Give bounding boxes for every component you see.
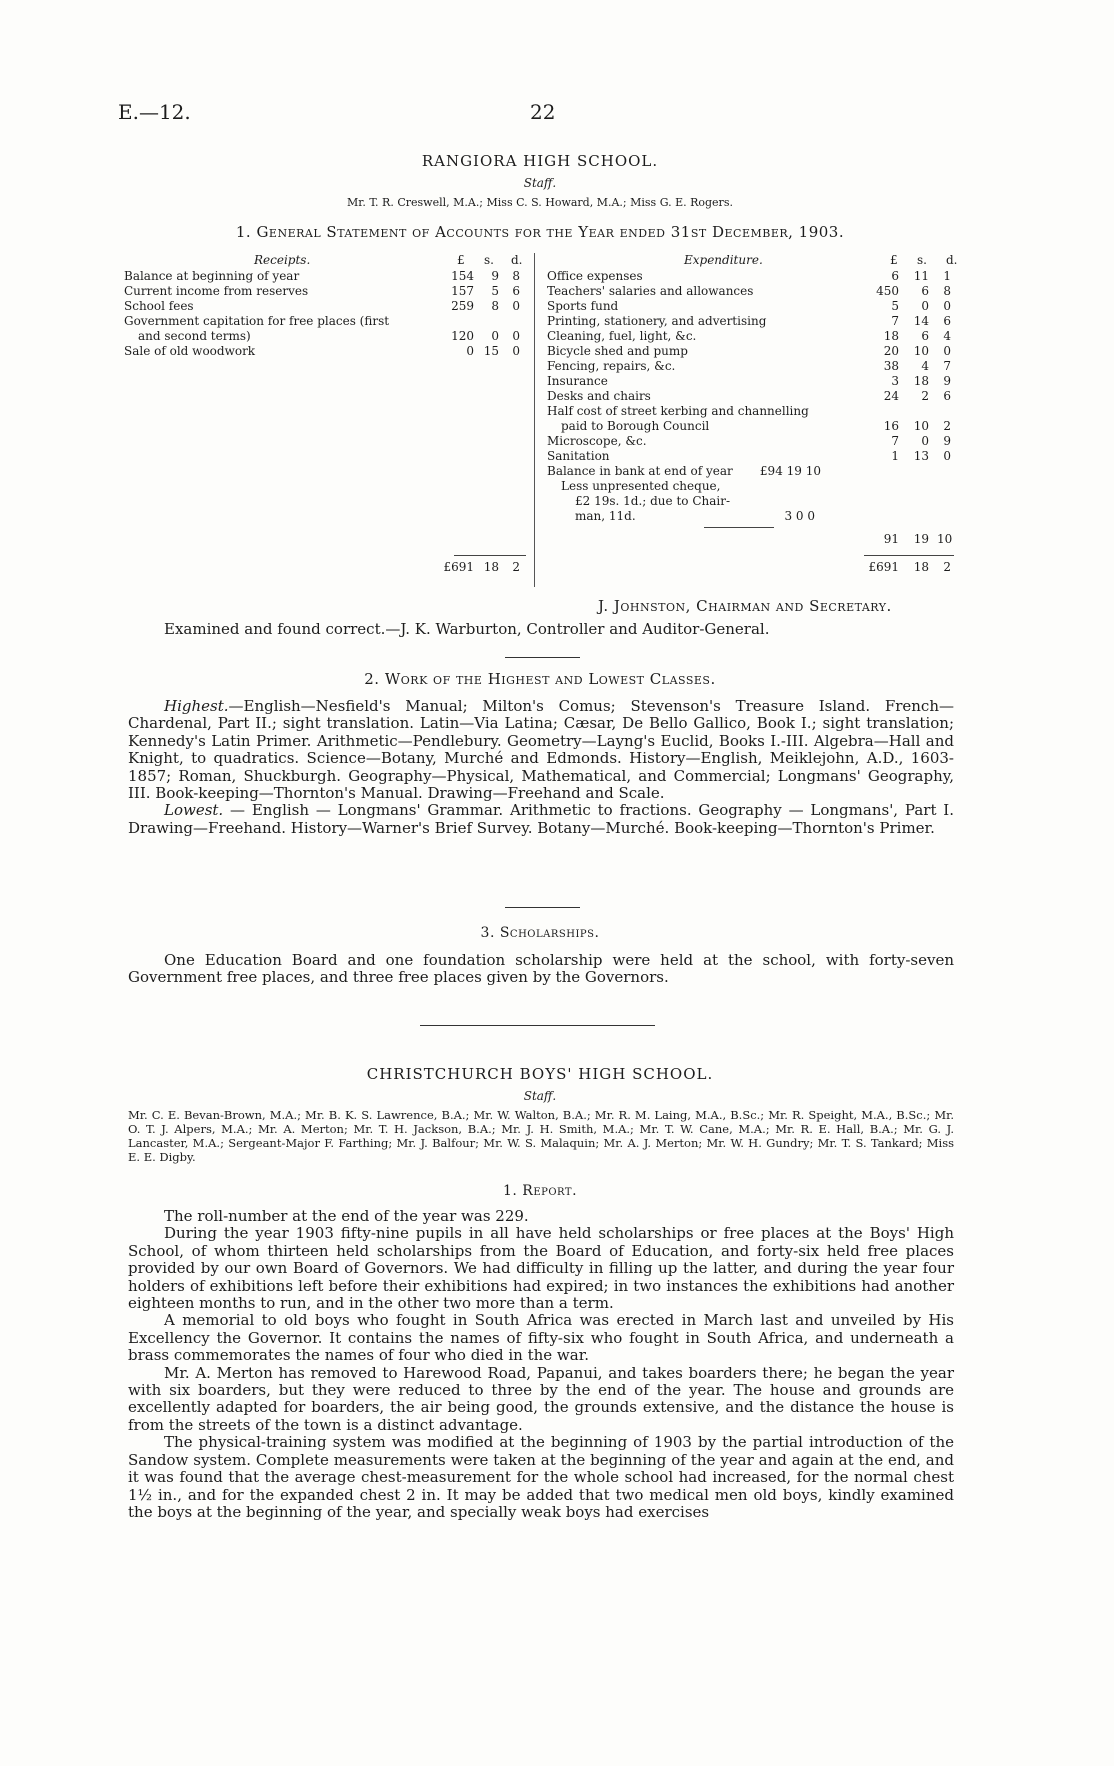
expenditure-label: Desks and chairs — [547, 389, 651, 403]
expenditure-pounds: 7 — [891, 314, 899, 328]
lowest-text: — English — Longmans' Grammar. Arithmetic to fractions. Geography — Longmans', Part I. Drawing—Freehand. History—Warner's Brief Survey. Botany—Murché. Book-keeping—Thornton's Primer. — [128, 801, 954, 837]
expenditure-total-pounds: £691 — [868, 560, 899, 574]
expenditure-pounds: 1 — [891, 449, 899, 463]
net-pence: 10 — [937, 532, 953, 546]
receipt-label: School fees — [124, 299, 194, 313]
expenditure-pence: 6 — [943, 314, 951, 328]
expenditure-pounds-header: £ — [890, 253, 898, 267]
expenditure-heading: Expenditure. — [684, 253, 763, 267]
scholarships-paragraph: One Education Board and one foundation scholarship were held at the school, with forty-seven Government free places, and three free places given by the Governors. — [128, 951, 954, 987]
expenditure-pence: 0 — [943, 449, 951, 463]
receipt-shillings: 0 — [491, 329, 499, 343]
expenditure-row — [547, 269, 964, 284]
balance-note — [561, 479, 821, 494]
expenditure-label: Sports fund — [547, 299, 619, 313]
expenditure-pence: 9 — [943, 374, 951, 388]
expenditure-total-shillings: 18 — [913, 560, 929, 574]
expenditure-label: Printing, stationery, and advertising — [547, 314, 767, 328]
christchurch-title: CHRISTCHURCH BOYS' HIGH SCHOOL. — [366, 1065, 714, 1083]
expenditure-shillings-header: s. — [917, 253, 927, 267]
expenditure-pounds: 5 — [891, 299, 899, 313]
expenditure-pounds: 18 — [883, 329, 899, 343]
receipt-pounds: 0 — [466, 344, 474, 358]
receipt-pence: 0 — [512, 329, 520, 343]
expenditure-pounds: 7 — [891, 434, 899, 448]
christchurch-staff-list — [128, 1108, 954, 1164]
balance-row — [547, 464, 964, 479]
expenditure-label: Fencing, repairs, &c. — [547, 359, 676, 373]
expenditure-pounds: 3 — [891, 374, 899, 388]
receipts-heading: Receipts. — [254, 253, 311, 267]
expenditure-row — [547, 344, 964, 359]
balance-amount: £94 19 10 — [759, 464, 821, 478]
lowest-classes — [128, 802, 954, 837]
expenditure-row — [547, 449, 964, 464]
report-paragraph: The physical-training system was modified at the beginning of 1903 by the partial introduction of the Sandow system. Complete measurements were taken at the beginning of the year and again at the end, and it was found that the average chest-measurement for the whole school had increased, for the normal chest 1½ in., and for the expanded chest 2 in. It may be added that two medical men old boys, kindly examined the boys at the beginning of the year, and specially weak boys had exercises — [128, 1433, 954, 1521]
receipts-total-shillings: 18 — [483, 560, 499, 574]
balance-note-line: Less unpresented cheque, — [561, 479, 721, 493]
balance-note — [575, 509, 821, 524]
receipts-pounds-header: £ — [457, 253, 465, 267]
expenditure-pence: 2 — [943, 419, 951, 433]
expenditure-shillings: 6 — [921, 329, 929, 343]
report-paragraph: Mr. A. Merton has removed to Harewood Road, Papanui, and takes boarders there; he began the year with six boarders, but they were reduced to three by the end of the year. The house and grounds are excellently adapted for boarders, the air being good, the grounds extensive, and the distance the house is from the streets of the town is a distinct advantage. — [128, 1363, 954, 1434]
expenditure-pence: 0 — [943, 344, 951, 358]
christchurch-staff-heading: Staff. — [523, 1089, 557, 1103]
expenditure-label: Microscope, &c. — [547, 434, 647, 448]
report-reference: E.—12. — [118, 100, 191, 124]
auditor-signature: Examined and found correct.—J. K. Warburton, Controller and Auditor-General. — [164, 620, 770, 638]
receipt-label: Government capitation for free places (first — [124, 314, 390, 328]
receipt-shillings: 5 — [491, 284, 499, 298]
report-paragraph: A memorial to old boys who fought in South Africa was erected in March last and unveiled by His Excellency the Governor. It contains the names of fifty-six who fought in South Africa, and underneath a brass commemorates the names of four who died in the war. — [128, 1311, 954, 1365]
report-text — [128, 1208, 954, 1521]
net-shillings: 19 — [913, 532, 929, 546]
balance-note-line: £2 19s. 1d.; due to Chair- — [575, 494, 731, 508]
page-number: 22 — [530, 100, 556, 124]
receipt-pounds: 154 — [451, 269, 474, 283]
expenditure-pence: 0 — [943, 299, 951, 313]
expenditure-row — [547, 299, 964, 314]
expenditure-row — [547, 314, 964, 329]
expenditure-shillings: 18 — [913, 374, 929, 388]
balance-rule — [704, 527, 774, 528]
expenditure-pence: 7 — [943, 359, 951, 373]
balance-label: Balance in bank at end of year — [547, 464, 733, 478]
receipt-row — [124, 284, 534, 299]
receipt-pence: 0 — [512, 299, 520, 313]
rangiora-staff-heading: Staff. — [523, 176, 557, 190]
expenditure-pence: 9 — [943, 434, 951, 448]
christchurch-staff-text: Mr. C. E. Bevan-Brown, M.A.; Mr. B. K. S. Lawrence, B.A.; Mr. W. Walton, B.A.; Mr. R. M. Laing, M.A., B.Sc.; Mr. R. Speight, M.A., B.Sc.; Mr. O. T. J. Alpers, M.A.; Mr. A. Merton; Mr. T. H. Jackson, B.A.; Mr. J. H. Smith, M.A.; Mr. T. W. Cane, M.A.; Mr. R. E. Hall, B.A.; Mr. G. J. Lancaster, M.A.; Sergeant-Major F. Farthing; Mr. J. Balfour; Mr. W. S. Malaquin; Mr. A. J. Merton; Mr. W. H. Gundry; Mr. T. S. Tankard; Miss E. E. Digby. — [128, 1108, 954, 1164]
receipts-total-pence: 2 — [512, 560, 520, 574]
expenditure-label: Bicycle shed and pump — [547, 344, 688, 358]
receipt-row — [124, 314, 534, 329]
expenditure-row — [547, 419, 964, 434]
section-divider — [505, 657, 580, 658]
receipt-shillings: 9 — [491, 269, 499, 283]
scholarships-text — [128, 952, 954, 987]
receipt-row — [124, 329, 534, 344]
classes-work-text — [128, 698, 954, 837]
column-divider — [534, 253, 535, 587]
section-divider — [505, 907, 580, 908]
receipts-shillings-header: s. — [484, 253, 494, 267]
report-paragraph: The roll-number at the end of the year was 229. — [164, 1207, 529, 1225]
highest-classes — [128, 698, 954, 802]
receipt-pence: 0 — [512, 344, 520, 358]
expenditure-pounds: 24 — [883, 389, 899, 403]
expenditure-label: Insurance — [547, 374, 608, 388]
receipts-total-row — [124, 560, 534, 575]
balance-note — [575, 494, 821, 509]
expenditure-shillings: 4 — [921, 359, 929, 373]
expenditure-total-row — [547, 560, 964, 575]
highest-text: —English—Nesfield's Manual; Milton's Comus; Stevenson's Treasure Island. French—Chardenal, Part II.; sight translation. Latin—Via Latina; Cæsar, De Bello Gallico, Book I.; sight translation; Kennedy's Latin Primer. Arithmetic—Pendlebury. Geometry—Layng's Euclid, Books I.-III. Algebra—Hall and Knight, to quadratics. Science—Botany, Murché and Edmonds. History—English, Meiklejohn, A.D., 1603-1857; Roman, Shuckburgh. Geography—Physical, Mathematical, and Commercial; Longmans' Geography, III. Book-keeping—Thornton's Manual. Drawing—Freehand and Scale. — [128, 697, 954, 803]
expenditure-shillings: 14 — [913, 314, 929, 328]
receipt-pence: 8 — [512, 269, 520, 283]
receipts-total-rule — [454, 555, 526, 556]
accounts-heading: 1. General Statement of Accounts for the Year ended 31st December, 1903. — [235, 223, 845, 241]
receipt-shillings: 15 — [483, 344, 499, 358]
accounts-table — [124, 253, 964, 591]
expenditure-pence: 8 — [943, 284, 951, 298]
chairman-signature: J. Johnston, Chairman and Secretary. — [598, 597, 892, 615]
receipt-row — [124, 269, 534, 284]
expenditure-row — [547, 434, 964, 449]
net-balance-row — [547, 532, 964, 547]
rangiora-staff-list: Mr. T. R. Creswell, M.A.; Miss C. S. Howard, M.A.; Miss G. E. Rogers. — [347, 196, 733, 209]
net-pounds: 91 — [883, 532, 899, 546]
receipt-pounds: 120 — [451, 329, 474, 343]
expenditure-pence: 6 — [943, 389, 951, 403]
expenditure-shillings: 6 — [921, 284, 929, 298]
receipt-label: and second terms) — [138, 329, 251, 343]
expenditure-label: Cleaning, fuel, light, &c. — [547, 329, 697, 343]
rangiora-title: RANGIORA HIGH SCHOOL. — [421, 152, 659, 170]
expenditure-pounds: 6 — [891, 269, 899, 283]
expenditure-total-pence: 2 — [943, 560, 951, 574]
report-paragraph: During the year 1903 fifty-nine pupils in all have held scholarships or free places at the Boys' High School, of whom thirteen held scholarships from the Board of Education, and forty-six held free places provided by our own Board of Governors. We had difficulty in filling up the latter, and during the year four holders of exhibitions left before their exhibitions had expired; in two instances the exhibitions had another eighteen months to run, and in the other two more than a term. — [128, 1224, 954, 1313]
expenditure-shillings: 0 — [921, 434, 929, 448]
expenditure-label: Sanitation — [547, 449, 610, 463]
receipt-row — [124, 299, 534, 314]
expenditure-label: Half cost of street kerbing and channelling — [547, 404, 809, 418]
receipts-pence-header: d. — [511, 253, 523, 267]
balance-note-line: man, 11d. — [575, 509, 636, 523]
expenditure-total-rule — [864, 555, 954, 556]
expenditure-shillings: 11 — [913, 269, 929, 283]
receipt-pence: 6 — [512, 284, 520, 298]
work-heading: 2. Work of the Highest and Lowest Classes. — [364, 670, 716, 688]
expenditure-row — [547, 284, 964, 299]
expenditure-row — [547, 359, 964, 374]
expenditure-pence-header: d. — [946, 253, 958, 267]
receipt-label: Current income from reserves — [124, 284, 309, 298]
expenditure-shillings: 10 — [913, 419, 929, 433]
expenditure-pence: 4 — [943, 329, 951, 343]
scholarships-heading: 3. Scholarships. — [480, 925, 600, 941]
report-heading: 1. Report. — [502, 1183, 578, 1199]
receipt-shillings: 8 — [491, 299, 499, 313]
expenditure-label: paid to Borough Council — [561, 419, 710, 433]
expenditure-row — [547, 329, 964, 344]
school-divider — [420, 1025, 655, 1026]
expenditure-pounds: 20 — [883, 344, 899, 358]
receipt-label: Balance at beginning of year — [124, 269, 300, 283]
expenditure-pounds: 16 — [883, 419, 899, 433]
expenditure-label: Office expenses — [547, 269, 643, 283]
expenditure-shillings: 13 — [913, 449, 929, 463]
expenditure-pence: 1 — [943, 269, 951, 283]
receipt-label: Sale of old woodwork — [124, 344, 256, 358]
expenditure-row — [547, 389, 964, 404]
expenditure-shillings: 0 — [921, 299, 929, 313]
receipt-pounds: 157 — [451, 284, 474, 298]
expenditure-row — [547, 374, 964, 389]
expenditure-row — [547, 404, 964, 419]
lowest-label: Lowest. — [164, 801, 224, 820]
highest-label: Highest. — [164, 697, 229, 715]
expenditure-pounds: 450 — [876, 284, 899, 298]
expenditure-shillings: 2 — [921, 389, 929, 403]
receipt-row — [124, 344, 534, 359]
expenditure-shillings: 10 — [913, 344, 929, 358]
expenditure-pounds: 38 — [883, 359, 899, 373]
expenditure-label: Teachers' salaries and allowances — [547, 284, 754, 298]
receipts-total-pounds: £691 — [443, 560, 474, 574]
receipt-pounds: 259 — [451, 299, 474, 313]
unpresented-amount: 3 0 0 — [784, 509, 815, 523]
